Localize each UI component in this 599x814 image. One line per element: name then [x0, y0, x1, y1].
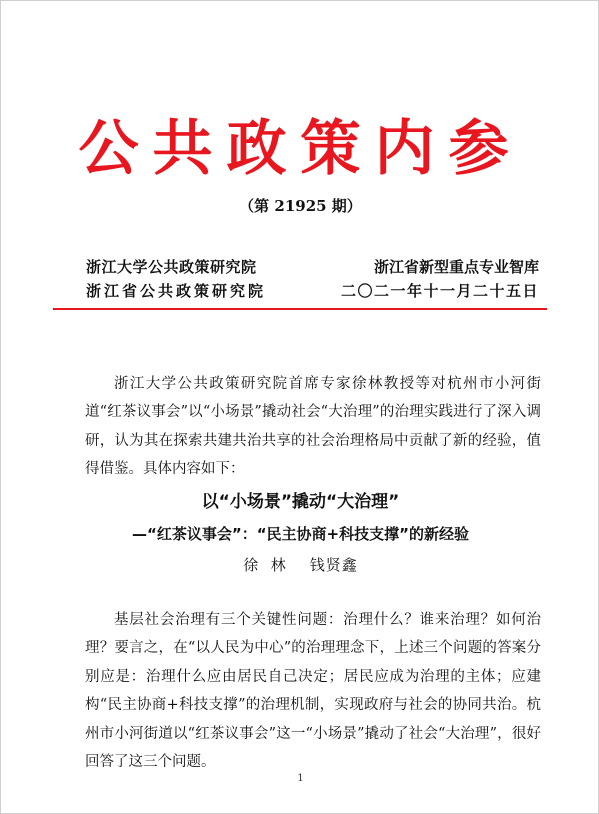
org-name-left-2: 浙江省公共政策研究院: [86, 282, 267, 300]
org-name-right: 浙江省新型重点专业智库: [373, 258, 539, 276]
issue-date: 二〇二一年十一月二十五日: [340, 282, 539, 300]
issue-number: （第 21925 期）: [239, 197, 362, 215]
header-divider: [53, 308, 547, 310]
header-row-1: [86, 256, 539, 278]
page-number: 1: [297, 773, 304, 784]
header-row-2: [86, 280, 539, 302]
intro-paragraph: 浙江大学公共政策研究院首席专家徐林教授等对杭州市小河街道“红茶议事会”以“小场景”撬动社会“大治理”的治理实践进行了深入调研，认为其在探索共建共治共享的社会治理格局中贡献了新的经验，值得借鉴。具体内容如下：: [85, 375, 541, 477]
article-subtitle: —“红茶议事会”：“民主协商+科技支撑”的新经验: [131, 525, 469, 543]
article-title: 以“小场景”撬动“大治理”: [201, 492, 400, 512]
org-name-left: 浙江大学公共政策研究院: [86, 258, 257, 276]
masthead-title: 公共政策内参: [78, 114, 523, 184]
article-authors: 徐 林 钱贤鑫: [243, 556, 358, 574]
body-paragraph: 基层社会治理有三个关键性问题：治理什么？谁来治理？如何治理？要言之，在“以人民为中心”的治理理念下，上述三个问题的答案分别应是：治理什么应由居民自己决定；居民应成为治理的主体；应建构“民主协商+科技支撑”的治理机制，实现政府与社会的协同共治。杭州市小河街道以“红茶议事会”这一“小场景”撬动了社会“大治理”，很好回答了这三个问题。: [85, 611, 541, 770]
